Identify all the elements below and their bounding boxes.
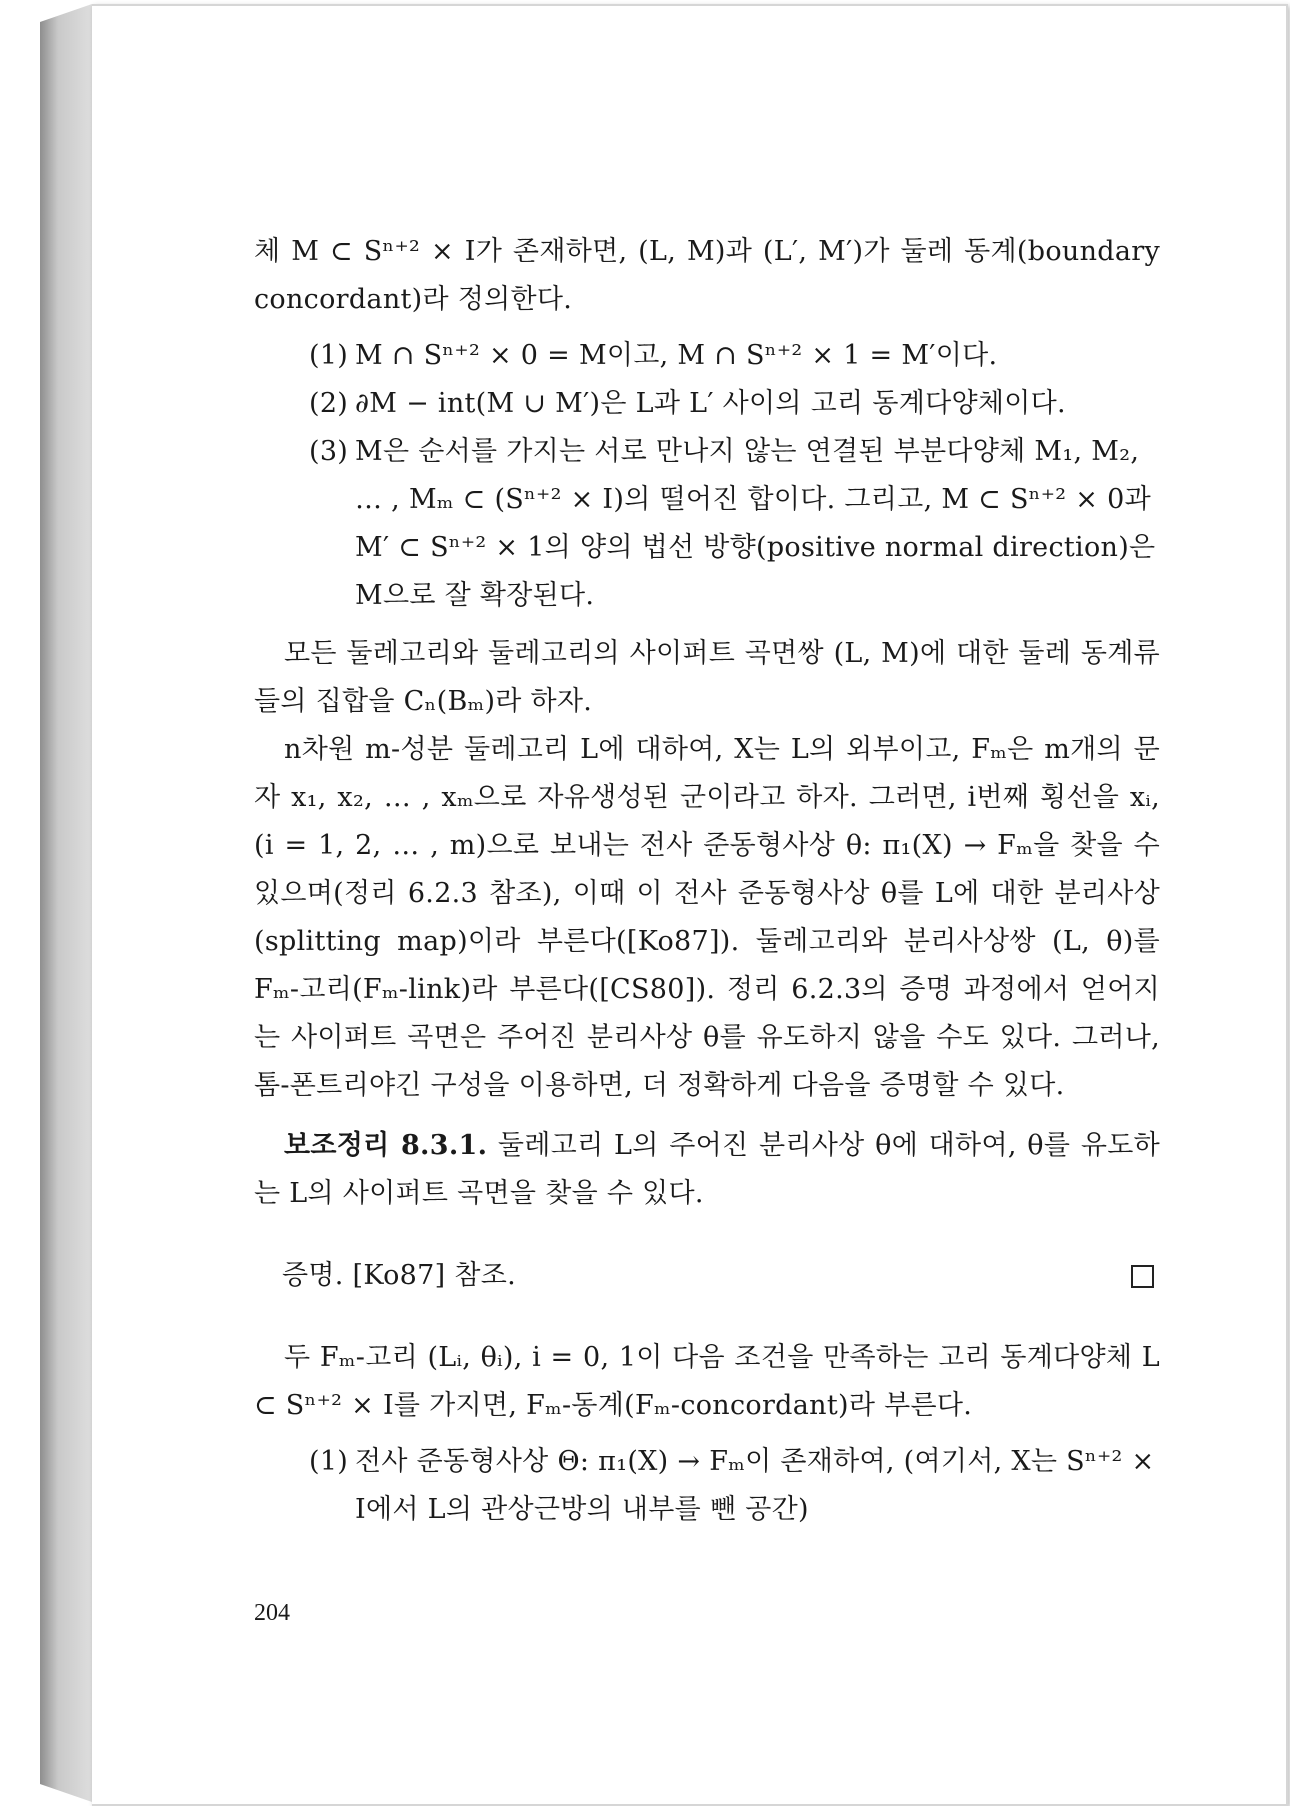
condition-list-fm: [309, 1438, 1160, 1534]
item-text: ∂M − int(M ∪ M′)은 L과 L′ 사이의 고리 동계다양체이다.: [355, 388, 1066, 419]
qed-box-icon: [1131, 1265, 1154, 1288]
page-content: [254, 228, 1160, 1544]
list-item: [309, 380, 1160, 428]
list-item: [309, 428, 1160, 620]
paragraph-boundary-concordant-definition: 체 M ⊂ Sⁿ⁺² × I가 존재하면, (L, M)과 (L′, M′)가 둘레 동계(boundary concordant)라 정의한다.: [254, 236, 1160, 315]
proof-text: 증명. [Ko87] 참조.: [282, 1260, 516, 1291]
item-number: (1): [309, 340, 349, 371]
paragraph-fm-concordant: 두 Fₘ-고리 (Lᵢ, θᵢ), i = 0, 1이 다음 조건을 만족하는 고리 동계다양체 L ⊂ Sⁿ⁺² × I를 가지면, Fₘ-동계(Fₘ-concordant)라 부른다.: [254, 1342, 1160, 1421]
lemma-text: 둘레고리 L의 주어진 분리사상 θ에 대하여, θ를 유도하는 L의 사이퍼트 곡면을 찾을 수 있다.: [254, 1130, 1160, 1209]
item-number: (3): [309, 436, 349, 467]
condition-list-boundary: [309, 332, 1160, 620]
item-text: M ∩ Sⁿ⁺² × 0 = M이고, M ∩ Sⁿ⁺² × 1 = M′이다.: [355, 340, 998, 371]
item-number: (1): [309, 1446, 349, 1477]
book-spine: [40, 4, 92, 1802]
lemma-8-3-1: [254, 1122, 1160, 1218]
paragraph-concordance-classes: 모든 둘레고리와 둘레고리의 사이퍼트 곡면쌍 (L, M)에 대한 둘레 동계류들의 집합을 Cₙ(Bₘ)라 하자.: [254, 638, 1160, 717]
paragraph-splitting-map: n차원 m-성분 둘레고리 L에 대하여, X는 L의 외부이고, Fₘ은 m개의 문자 x₁, x₂, … , xₘ으로 자유생성된 군이라고 하자. 그러면, i번째 횡선을 xᵢ, (i = 1, 2, … , m)으로 보내는 전사 준동형사상 θ: π₁(X) → Fₘ을 찾을 수 있으며(정리 6.2.3 참조), 이때 이 전사 준동형사상 θ를 L에 대한 분리사상(splitting map)이라 부른다([Ko87]). 둘레고리와 분리사상쌍 (L, θ)를 Fₘ-고리(Fₘ-link)라 부른다([CS80]). 정리 6.2.3의 증명 과정에서 얻어지는 사이퍼트 곡면은 주어진 분리사상 θ를 유도하지 않을 수도 있다. 그러나, 톰-폰트리야긴 구성을 이용하면, 더 정확하게 다음을 증명할 수 있다.: [254, 734, 1160, 1101]
proof: [254, 1252, 1160, 1300]
item-number: (2): [309, 388, 349, 419]
lemma-label: 보조정리 8.3.1.: [284, 1130, 488, 1161]
page-number: 204: [254, 1600, 290, 1626]
list-item: [309, 332, 1160, 380]
list-item: [309, 1438, 1160, 1534]
item-text: M은 순서를 가지는 서로 만나지 않는 연결된 부분다양체 M₁, M₂, … , Mₘ ⊂ (Sⁿ⁺² × I)의 떨어진 합이다. 그리고, M ⊂ Sⁿ⁺² × 0과 M′ ⊂ Sⁿ⁺² × 1의 양의 법선 방향(positive normal direction)은 M으로 잘 확장된다.: [355, 436, 1156, 611]
item-text: 전사 준동형사상 Θ: π₁(X) → Fₘ이 존재하여, (여기서, X는 Sⁿ⁺² × I에서 L의 관상근방의 내부를 뺀 공간): [355, 1446, 1155, 1525]
